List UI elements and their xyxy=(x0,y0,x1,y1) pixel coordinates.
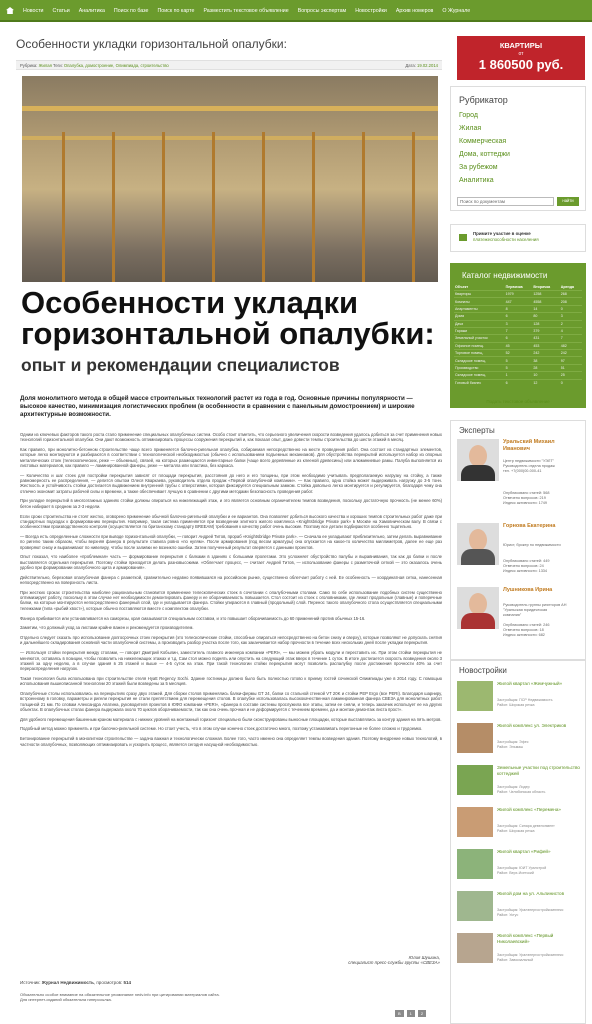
hero-post xyxy=(212,132,215,282)
table-row[interactable]: Апартаменты 8 14 0 xyxy=(454,305,582,312)
building-thumbnail xyxy=(457,807,493,837)
hero-post xyxy=(262,132,265,282)
table-row[interactable]: Квартиры 1979 1258 268 xyxy=(454,291,582,298)
table-row[interactable]: Дома 6 80 3 xyxy=(454,313,582,320)
page-title: Особенности укладки горизонтальной опалубки: xyxy=(16,37,287,51)
share-count[interactable]: 1 xyxy=(407,1010,415,1017)
home-icon[interactable] xyxy=(6,7,14,14)
avatar xyxy=(457,439,499,481)
nav-articles[interactable]: Статьи xyxy=(52,7,70,14)
hero-beam xyxy=(22,106,438,111)
tags-links[interactable]: Опалубка, домостроение, Олимпиада, строительство xyxy=(63,63,169,68)
post-ad-link[interactable]: Подать текстовое объявление xyxy=(486,399,550,404)
article-lead: Доля монолитного метода в общей массе строительных технологий растет из года в год. Основные причины популярности — высокое качество, минимизация логистических проблем (в особенности в сравнении с панельным домостроением) и широкие архитектурные возможности. xyxy=(20,395,415,418)
catalog-title: Каталог недвижимости xyxy=(462,271,548,280)
rubricator-item-commercial[interactable]: Коммерческая xyxy=(459,138,507,145)
article-paragraph: Для удобного перемещения башенным краном материала с нижних уровней на монтажный горизонт специально были сконструированы выносные площадки, которые выставлялись за контур здания на пять метров. xyxy=(20,716,442,722)
copyright-note: Обязательно особое внимание на обязательное упоминание nedv.info при цитировании материалов сайта. Для интернет-изданий обязательна гиперссылка. xyxy=(20,992,220,1002)
rubricator-item-houses[interactable]: Дома, коттеджи xyxy=(459,151,510,158)
nav-new-buildings[interactable]: Новостройки xyxy=(355,7,387,14)
hero-post xyxy=(312,132,315,282)
table-row[interactable]: Готовый бизнес 6 12 0 xyxy=(454,379,582,386)
article-body xyxy=(20,432,442,751)
rubric-label: Рубрика: xyxy=(20,63,38,68)
top-navigation-bar xyxy=(0,0,592,22)
article-paragraph: Опыт показал, что наиболее «проблемная» часть — формирование перекрытия с балками в зданиях с большими пролетами. Это усложняет обустройство палубы и выравнивания, так как до балки и после выставляется отдельная перекрытия. Поэтому стойки приходится делать разновысокими. «Облегчает процесс, — считает Андрей Титов, — использование фанеры с разметочной сеткой — это оказалось очень удобно при формировании опалубочного щита и армирования». xyxy=(20,554,442,570)
article-source: Источник: Журнал Недвижимость, просмотров: 514 xyxy=(20,980,132,985)
rubricator-item-abroad[interactable]: За рубежом xyxy=(459,164,498,171)
table-row[interactable]: Гаражи 7 379 4 xyxy=(454,327,582,334)
table-row[interactable]: Складское помещ. 1 10 25 xyxy=(454,372,582,379)
article-headline: Особенности укладки горизонтальной опалубки: xyxy=(21,285,435,351)
article-paragraph: Действительно, березовая опалубочная фанера с разметкой, сравнительно недавно появившаяся на российском рынке, существенно облегчает работу с ней. Ее особенность — координатная сетка, нанесенная непосредственно на поверхность листа. xyxy=(20,574,442,586)
article-paragraph: Подобный метод можно применять и при балочно-ригельной системе. Но стоит учесть, что в этом случае конечно стоек достаточно много, поэтому устанавливать перегонные не более сложно и трудоемко. xyxy=(20,726,423,732)
table-row[interactable]: Комнаты 447 4558 208 xyxy=(454,298,582,305)
article-paragraph: Как правило, при монолитно-бетонном строительстве чаще всего применяется балочно-ригельная опалубка, собираемая непосредственно на месте проведения работ. Она состоит из стандартных элементов, которые легко монтируются и разбираются в соответствии с технологической необходимостью (обычно с использованием подъемных механизмов). Для обустройства перекрытий используется набор из опорных металлических стоек (телескопических, реже — объемных), связей, на которых размещаются инвентарные балки (чаще всего деревянные из клееной древесины) или алюминиевые рамы. Палуба выполняется из листовых материалов, как правило — ламинированной фанеры, реже — металла или пластика, без каркаса. xyxy=(20,447,442,468)
hero-post xyxy=(412,132,415,282)
table-row[interactable]: Производство 5 28 51 xyxy=(454,364,582,371)
nav-about[interactable]: О Журнале xyxy=(442,7,471,14)
news-title: Новостройки xyxy=(459,666,507,675)
article-signature xyxy=(300,955,440,965)
expert-name[interactable]: Уральский Михаил Иванович xyxy=(503,439,555,452)
article-paragraph: Отдельно следует сказать про использование долгосрочных стоек перекрытия (это телескопические стойки, способные опираться непосредственно на бетон снизу и сверху), которые позволяют не допускать снятия и дальнейшего складирования основной части опалубочной системы, а производить разбор участка после того, как заканчивается набор прочности в течение всех нескольких дней после укладки перекрытия. xyxy=(20,635,442,646)
doc-search xyxy=(457,197,579,206)
list-item[interactable]: Жилой дом на ул. Альпинистов Застройщик: Уралэнергостройкомплекс Район: Уктус xyxy=(457,891,583,927)
table-row[interactable]: Дачи 3 128 2 xyxy=(454,320,582,327)
nav-ask-experts[interactable]: Вопросы экспертам xyxy=(297,7,347,14)
realty-catalog xyxy=(450,263,586,408)
table-row[interactable]: Складское помещ. 5 38 97 xyxy=(454,357,582,364)
article-date: Дата: 19.02.2014 xyxy=(405,63,438,68)
avatar xyxy=(457,587,499,629)
hero-post xyxy=(62,132,65,282)
building-thumbnail xyxy=(457,849,493,879)
nav-post-ad[interactable]: Разместить текстовое объявление xyxy=(203,7,289,14)
search-button[interactable]: найти xyxy=(557,197,579,206)
rubricator-item-residential[interactable]: Жилая xyxy=(459,125,482,132)
hero-beam xyxy=(22,136,438,140)
expert-name[interactable]: Лушникова Ирина xyxy=(503,587,553,593)
share-button[interactable]: В xyxy=(395,1010,404,1017)
avatar xyxy=(457,523,499,565)
article-meta-bar xyxy=(16,60,442,70)
search-input[interactable]: Поиск по документам xyxy=(457,197,554,206)
social-share xyxy=(395,1010,426,1017)
nav-archive[interactable]: Архив номеров xyxy=(395,7,434,14)
list-item[interactable]: Жилой комплекс «Перемена» Застройщик: Синара девелопмент Район: Широкая речка xyxy=(457,807,583,843)
building-thumbnail xyxy=(457,723,493,753)
participate-box: Примите участие в оценке платежеспособности населения xyxy=(450,224,586,252)
building-thumbnail xyxy=(457,933,493,963)
nav-analytics[interactable]: Аналитика xyxy=(78,7,105,14)
participate-link[interactable]: платежеспособности населения xyxy=(473,237,539,242)
top-nav xyxy=(6,7,470,14)
list-item[interactable]: Жилой квартал «Жемчужный» Застройщик: ПСР Недвижимость Район: Широкая речка xyxy=(457,681,583,717)
catalog-header-row: Объект Первичка Вторичка Аренда xyxy=(455,284,574,289)
catalog-table xyxy=(454,283,582,386)
list-item[interactable]: Земельные участки под строительство коттеджей Застройщик: Лидер Район: Челябинская область xyxy=(457,765,583,801)
table-row[interactable]: Торговое помещ. 52 242 242 xyxy=(454,350,582,357)
article-paragraph: Если сроки строительства не стоят жестко, оговорено применение обычной балочно-ригельной опалубки и ее вариантов. Она позволяет добиться высокого качества и хороших темпов строительных работ даже при стандартных подходах к формированию перекрытия. Например, такая система применяется при возведении элитного жилого комплекса «Knightsbridge Private park» в Москве на Хамовническом валу. В связи с особенностями производственного контроля (осуществляется по британскому стандарту BREEAM) требования к качеству работ очень высокие. Поэтому все детали подбираются особенно тщательно. xyxy=(20,513,442,530)
hero-post xyxy=(362,132,365,282)
article-hero-image xyxy=(22,76,438,282)
experts-title: Эксперты xyxy=(459,426,495,435)
article-paragraph: — Количество и шаг стоек для постройки перекрытия зависят от площади перекрытия, расстояния до него и его толщины, при этом необходимо учитывать предполагаемую нагрузку на стойку, а также равномерность ее распределения, — делится опытом Олеся Кваркаева, руководитель отдела продаж «Первой опалубочной компании». — Как правило, одна стойка может выдерживать нагрузку до 3-5 тонн. Жесткость и устойчивость стойки достигается выдвижением внутренней трубы с отверстиями, которая фиксируется специальным замком. Стойка довольно легко монтируется и регулируется, благодаря чему она отлично экономит затраты рабочей силы и времени, а также обеспечивает лучшую в сравнении с другими методами безопасность проведения работ. xyxy=(20,472,442,494)
hero-post xyxy=(112,132,115,282)
new-buildings-panel xyxy=(450,660,586,1024)
article-paragraph: — Используя стойки перекрытия между столами, — говорит Дмитрий Кобылин, заместитель главного инженера компании «PERI», — мы можем убрать модули и переставить их. При этом стойки перекрытия не меняются, оставаясь в позиции, чтобы позволить на нижележащих этажах и т.д. Сам стол можно поднять или опустить на следующий этаж вверх в течение 1 суток. В итоге достигается скорость возведения около 3 этажей за одну неделю, а в случае здания в 25 этажей и выше — 4-5 суток на этаж. При такой технологии стойки перекрытия могут позволить распалубку после достижения прочности 40% за счет перераспределения нагрузок. xyxy=(20,650,442,672)
list-item[interactable]: Жилой комплекс ул. Электриков Застройщик: Эфес Район: Эльмаш xyxy=(457,723,583,759)
article-paragraph: При укладке перекрытий в многоэтажных зданиях стойки должны опираться на нижележащий этаж, и это является основным ограничителем темпов возведения, поскольку достаточную прочность (не менее 60%) бетон набирает в среднем за 2-3 недели. xyxy=(20,498,442,509)
signature-name: Юлия Шушина, xyxy=(408,955,440,960)
apartments-banner[interactable]: КВАРТИРЫ от 1 860500 руб. xyxy=(457,36,585,80)
nav-map-search[interactable]: Поиск по карте xyxy=(157,7,195,14)
table-row[interactable]: Офисное помещ. 45 453 482 xyxy=(454,342,582,349)
people-icon xyxy=(459,234,467,241)
rubric-link[interactable]: Жилая xyxy=(38,63,52,68)
rubricator xyxy=(450,86,586,211)
source-name[interactable]: Журнал Недвижимость xyxy=(41,980,94,985)
article-paragraph: Такая технология была использована при строительстве отеля Hyatt Regency Sochi. Здание гостиницы должно было быть полностью готово к приему гостей сочинской Олимпиады уже в 2014 году. С помощью использования вышеописанной технологии 20 этажей были возведены за 5 месяцев. xyxy=(20,675,442,687)
share-count[interactable]: 2 xyxy=(418,1010,426,1017)
tags-label: Теги: xyxy=(53,63,63,68)
rubricator-item-analytics[interactable]: Аналитика xyxy=(459,177,494,184)
views-count: 514 xyxy=(123,980,132,985)
list-item[interactable]: Жилой комплекс «Первый Николаевский» Застройщик: Уралэнергостройкомплекс Район: Завокзальный xyxy=(457,933,583,969)
building-thumbnail xyxy=(457,891,493,921)
rubricator-item-city[interactable]: Город xyxy=(459,112,478,119)
nav-db-search[interactable]: Поиск по базе xyxy=(113,7,149,14)
signature-role: специалист пресс-службы группы «СВЕЗА» xyxy=(348,960,440,965)
article-paragraph: Фанера прибивается или устанавливается на саморезы, края смазываются специальным составом, и это повышает оборачиваемость до 60 применений против обычных 15-16. xyxy=(20,615,366,621)
nav-news[interactable]: Новости xyxy=(23,7,44,14)
article-paragraph: Бетонирование перекрытий в монолитном строительстве — задача важная и технологически сложная. Более того, часто именно она определяет темпы возведения здания. Поэтому внедрение новых технологий, в частности опалубочных, позволяющих оптимизировать и ускорить процесс, является сегодня насущной необходимостью. xyxy=(20,736,442,747)
building-thumbnail xyxy=(457,765,493,795)
building-thumbnail xyxy=(457,681,493,711)
article-paragraph: Заметим, что должный уход за листами крайне важен и рекомендуется производителем. xyxy=(20,625,194,631)
article-paragraph: Одним из ключевых факторов такого роста стало применение специальных опалубочных систем. Особо стоит отметить, что серьезного увеличения скорости возведения удалось добиться за счет применения новых технологий горизонтальной опалубки. Они дают возможность оптимизировать процессы сооружения перекрытий и, как показал опыт, даже довести темпы строительства до шести этажей в месяц. xyxy=(20,432,442,443)
rubricator-title: Рубрикатор xyxy=(459,95,508,105)
list-item[interactable]: Жилой квартал «Рифей» Застройщик: ЮИТ Уралстрой Район: Верх-Исетский xyxy=(457,849,583,885)
experts-panel: Эксперты Уральский Михаил Иванович Центр недвижимости "УЭЛТ" Руководитель отдела продаж тел. +7(000)00-000-41 Опубликовано статей: 568 Отвечено вопросов: 219 Индекс активности: 1749 Горнова Екатерина Юрист, брокер по недвижимости Опубликовано статей: 449 Отвечено вопросов: 24 Индекс активности: 1334 Лушникова Ирина Руководитель группы риэлторов АН "Уральская юридическая компания" Опубликовано статей: 246 Отвечено вопросов: 18 Индекс активности: 682 xyxy=(450,420,586,660)
article-subheadline: опыт и рекомендации специалистов xyxy=(21,355,340,375)
table-row[interactable]: Земельный участок 6 431 7 xyxy=(454,335,582,342)
expert-name[interactable]: Горнова Екатерина xyxy=(503,523,556,529)
article-paragraph: При жестких сроках строительства наиболее рациональным становится применение телескопических стоек в сочетании с опалубочными столами. Само по себе использование подобных систем существенно оптимизирует работу, поскольку в этом случае нет необходимости демонтировать фанеру и ее оборачиваемость повышается. Стол состоит из стоек с оголовниками, где лежат продольные (главные) и поперечные балки, на которые монтируются непосредственно фанерный слой, где и укладывается фанера. Стойки упираются в главный (продольный) слой. Перенос такого опалубочного стола осуществляется специальными тележками (типа «рыбий хвост»), которые обычно поставляются вместе с комплектом опалубки. xyxy=(20,589,442,611)
hero-post xyxy=(162,132,165,282)
article-paragraph: — Всегда есть определенные сложности при выводе горизонтальной опалубки, — говорит Андрей Титов, прораб «Knightsbridge Private park». — Сначала ее укладывают приблизительно, затем делать выравнивание по ригелю таким образом, чтобы верхняя фанера в результате ставила ровно «по нулям». После армирования (под весом арматуры) она опускается на какое-то количество миллиметров, далее ее еще раз проверяют снизу и выравнивают по нивелиру, чтобы после заливки не возникло ошибки. Затем полученный результат сверяется с данными проектов. xyxy=(20,533,442,550)
article-paragraph: Опалубочные столы использовались на перекрытиях сразу двух этажей. Для сборки столов применялись балки-фермы GT 24, балки со стальной стенкой VT 20K и стойки PEP Ergo (все PERI). Благодаря шарниру, встроенному в головку, параметры и ригели перекрытия не стали препятствием для перемещения столов. В опалубке использовалась высококачественная ламинированная фанера CBE3A для монолитных работ толщиной 21 мм. По словам Александра Апатина, руководителя проектов в ЮФО компании «PERI», «фанера в составе системы прослужила все этапы, затем ее сняли, и теперь заказчик использует ее на других объектах. В опалубочных столах фанера выдержала около 70 циклов оборачиваемости, так как она очень прочная и не деформируется с течением времени, да и монтаж-демонтаж листа прост». xyxy=(20,690,442,712)
